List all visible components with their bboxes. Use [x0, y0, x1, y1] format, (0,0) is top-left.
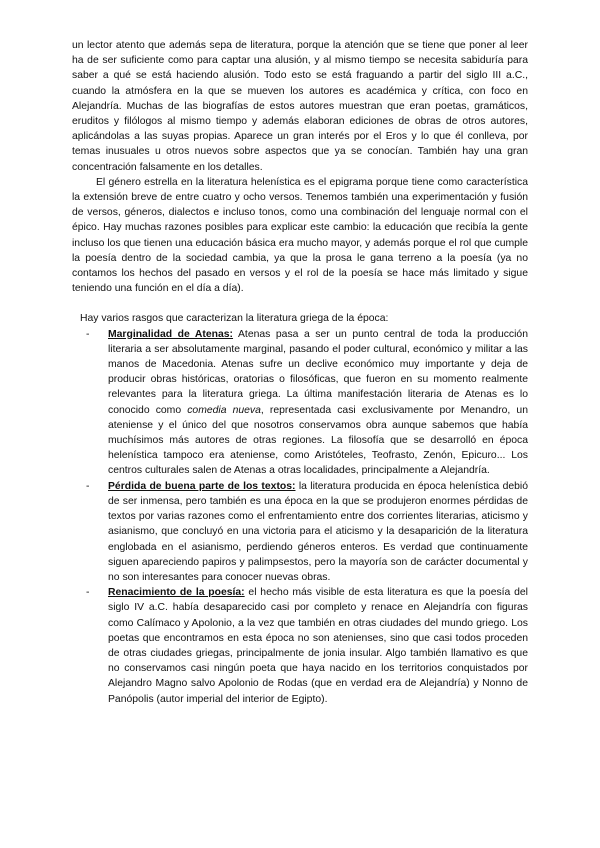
list-item-renacimiento	[72, 585, 528, 707]
list-item-marginalidad	[72, 327, 528, 479]
paragraph-gap	[72, 296, 528, 311]
traits-list	[72, 327, 528, 707]
list-intro: Hay varios rasgos que caracterizan la literatura griega de la época:	[80, 313, 389, 325]
trait-text-continued: , representada casi exclusivamente por Menandro, un ateniense y el único del que nosotros conservamos obra aunque sabemos que había muchísimos más autores de otras regiones. La filosofía que se desarrolló en época helenística tampoco era ateniense, como Aristóteles, Teofrasto, Zenón, Epicuro... Los centros culturales salen de Atenas a otras localidades, principalmente a Alejandría.	[108, 404, 528, 477]
bullet-dash: -	[86, 587, 90, 599]
trait-emphasis: comedia nueva	[187, 404, 261, 416]
trait-term: Pérdida de buena parte de los textos:	[108, 480, 296, 492]
trait-text: Atenas pasa a ser un punto central de toda la producción literaria a ser absolutamente marginal, pasando el poder cultural, económico y militar a las manos de Macedonia. Atenas sufre un declive económico muy importante y deja de producir obras históricas, oratorias o filosóficas, que fueron en su momento realmente relevantes para la literatura griega. La última manifestación literaria de Atenas es lo conocido como	[108, 328, 528, 416]
trait-term: Renacimiento de la poesía:	[108, 587, 245, 599]
paragraph-epigrama: El género estrella en la literatura helenística es el epigrama porque tiene como característica la extensión breve de entre cuatro y ocho versos. Tenemos también una experimentación y fusión de versos, géneros, dialectos e incluso tonos, como una combinación del lenguaje normal con el épico. Hay muchas razones posibles para explicar este cambio: la educación que recibía la gente incluso los que tienen una educación básica era mucho mayor, y además porque el rol que cumple la poesía dentro de la sociedad cambia, ya que la prosa le gana terreno a la poesía (ya no contamos los hechos del pasado en versos y el rol de la poesía se hace más limitado y sigue teniendo una función en el día a día).	[72, 176, 528, 295]
trait-text: la literatura producida en época helenística debió de ser inmensa, pero también es una época en la que se produjeron enormes pérdidas de textos por varias razones como el enfrentamiento entre dos corrientes literarias, aticismo y asianismo, que concluyó en una victoria para el aticismo y la desaparición de la literatura englobada en el asianismo, perdiendo géneros enteros. Es verdad que continuamente siguen apareciendo papiros y palimpsestos, pero la mayoría son de carácter documental y no son interesantes para conocer nuevas obras.	[108, 480, 528, 583]
bullet-dash: -	[86, 480, 90, 492]
trait-text: el hecho más visible de esta literatura es que la poesía del siglo IV a.C. había desaparecido casi por completo y renace en Alejandría con figuras como Calímaco y Apolonio, a la vez que también en otras ciudades del mundo griego. Los poetas que encontramos en esta época no son atenienses, sino que casi todos proceden de otras ciudades griegas, principalmente de jonia insular. Algo también llamativo es que no conservamos casi ningún poeta que haya nacido en los territorios conquistados por Alejandro Magno salvo Apolonio de Rodas (que en verdad era de Alejandría) y Nonno de Panópolis (autor imperial del interior de Egipto).	[108, 587, 528, 705]
bullet-dash: -	[86, 328, 90, 340]
trait-term: Marginalidad de Atenas:	[108, 328, 234, 340]
list-item-perdida	[72, 479, 528, 585]
paragraph-alusion: un lector atento que además sepa de literatura, porque la atención que se tiene que poner al leer ha de ser suficiente como para captar una alusión, y al mismo tiempo se necesita sabiduría para saber a qué se está haciendo alusión. Todo esto se está fraguando a partir del siglo III a.C., cuando la atmósfera en la que se mueven los autores es académica y crítica, con foco en Alejandría. Muchas de las biografías de estos autores muestran que eran poetas, gramáticos, eruditos y filólogos al mismo tiempo y además elaboran ediciones de obras de otros autores, aplicándolas a las suyas propias. Aparece un gran interés por el Eros y lo que él conlleva, por temas inusuales u otros nuevos sobre aspectos que ya se conocían. También hay una gran concentración falsamente en los detalles.	[72, 40, 528, 173]
document-page	[72, 38, 528, 707]
